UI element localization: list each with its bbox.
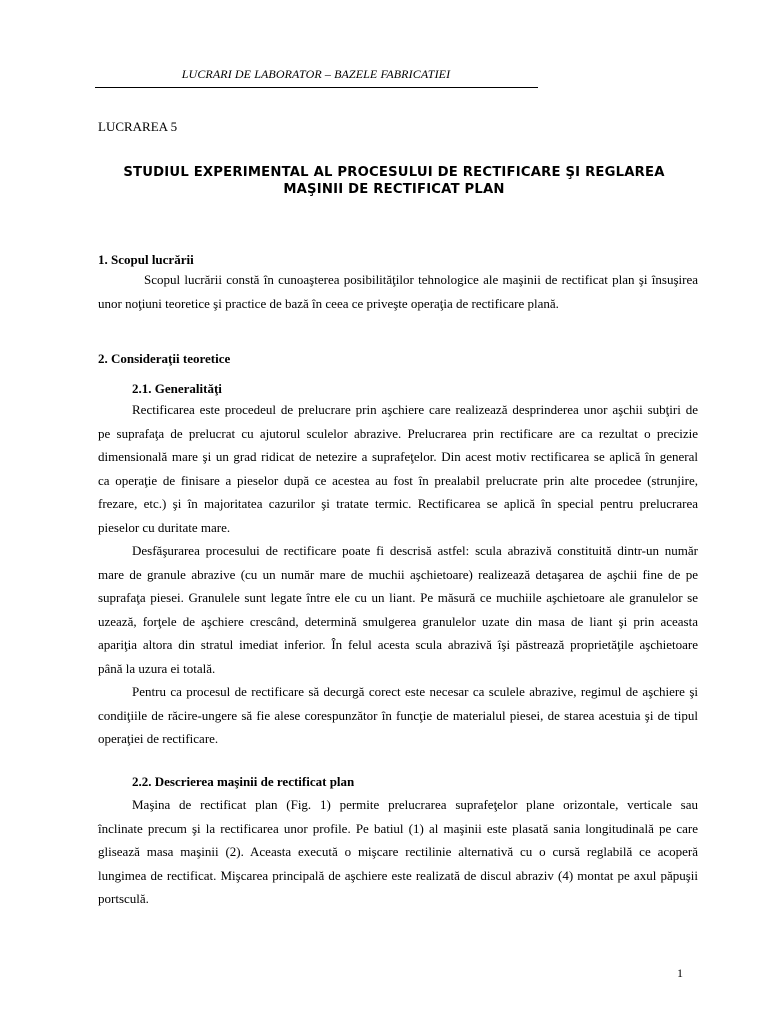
text-line: dimensională mare şi un grad ridicat de netezire a suprafeţelor. Din acest motiv rectificarea se aplică în general	[98, 449, 698, 464]
subsection-heading-machine: 2.2. Descrierea maşinii de rectificat plan	[132, 774, 355, 789]
text-line: înclinate precum şi la rectificarea unor profile. Pe batiul (1) al maşinii este plasată sania longitudinală pe care	[98, 820, 698, 836]
text-line: până la uzura ei totală.	[98, 660, 216, 676]
paragraph-general-3	[98, 680, 698, 751]
text-line: ca operaţie de finisare a pieselor după ce acestea au fost în prealabil prelucrate prin alte procedee (strunjire,	[98, 472, 698, 488]
text-line: uzează, forţele de aşchiere crescând, determină smulgerea granulelor uzate din masa de liant şi prin aceasta	[98, 613, 698, 629]
section-heading-theory: 2. Consideraţii teoretice	[98, 351, 231, 366]
lab-number: LUCRAREA 5	[98, 119, 178, 134]
section-heading-scope: 1. Scopul lucrării	[98, 252, 194, 267]
page-number: 1	[677, 966, 683, 980]
text-line: suprafaţa piesei. Granulele sunt legate între ele cu un liant. Pe măsură ce muchiile aşchietoare ale granulelor se	[98, 590, 698, 605]
text-line: Pentru ca procesul de rectificare să decurgă corect este necesar ca sculele abrazive, regimul de aşchiere şi	[132, 684, 698, 699]
text-line: lungimea de rectificat. Mişcarea principală de aşchiere este realizată de discul abraziv (4) montat pe axul păpuşii	[98, 867, 698, 883]
text-line: portsculă.	[98, 891, 149, 906]
title-line: MAŞINII DE RECTIFICAT PLAN	[283, 182, 505, 197]
text-line: Maşina de rectificat plan (Fig. 1) permite prelucrarea suprafeţelor plane orizontale, verticale sau	[132, 797, 698, 812]
text-line: glisează masa maşinii (2). Aceasta execută o mişcare rectilinie alternativă cu o cursă reglabilă ce acoperă	[98, 844, 698, 859]
header-rule	[95, 87, 538, 88]
document-title	[80, 164, 708, 198]
paragraph-general-2	[98, 539, 698, 680]
text-line: unor noţiuni teoretice şi practice de bază în ceea ce priveşte operaţia de rectificare plană.	[98, 295, 559, 311]
text-line: pe suprafaţa de prelucrat cu ajutorul sculelor abrazive. Prelucrarea prin rectificare are ca rezultat o precizie	[98, 425, 698, 441]
text-line: apariţia altora din stratul imediat inferior. În felul acesta scula abrazivă îşi păstrează proprietăţile aşchietoare	[98, 637, 698, 652]
text-line: condiţiile de răcire-ungere să fie alese corespunzător în funcţie de materialul piesei, de starea acestuia şi de tipul	[98, 707, 698, 723]
text-line: Rectificarea este procedeul de prelucrare prin aşchiere care realizează desprinderea unor aşchii subţiri de	[132, 402, 698, 417]
paragraph-general-1	[98, 398, 698, 539]
paragraph-scope	[98, 268, 698, 315]
text-line: frezare, etc.) şi în majoritatea cazurilor şi tratate termic. Rectificarea se aplică în special pentru prelucrarea	[98, 496, 698, 511]
text-line: operaţiei de rectificare.	[98, 731, 219, 746]
text-line: mare de granule abrazive (cu un număr mare de muchii aşchietoare) realizează detaşarea de aşchii fine de pe	[98, 566, 698, 582]
subsection-heading-general: 2.1. Generalităţi	[132, 381, 222, 396]
text-line: Scopul lucrării constă în cunoaşterea posibilităţilor tehnologice ale maşinii de rectificat plan şi însuşirea	[144, 272, 698, 287]
paragraph-machine-1	[98, 793, 698, 911]
title-line: STUDIUL EXPERIMENTAL AL PROCESULUI DE RECTIFICARE ŞI REGLAREA	[123, 165, 665, 180]
text-line: pieselor cu duritate mare.	[98, 519, 231, 535]
running-header: LUCRARI DE LABORATOR – BAZELE FABRICATIEI	[181, 67, 451, 81]
text-line: Desfăşurarea procesului de rectificare poate fi descrisă astfel: scula abrazivă constituită dintr-un număr	[132, 543, 698, 558]
